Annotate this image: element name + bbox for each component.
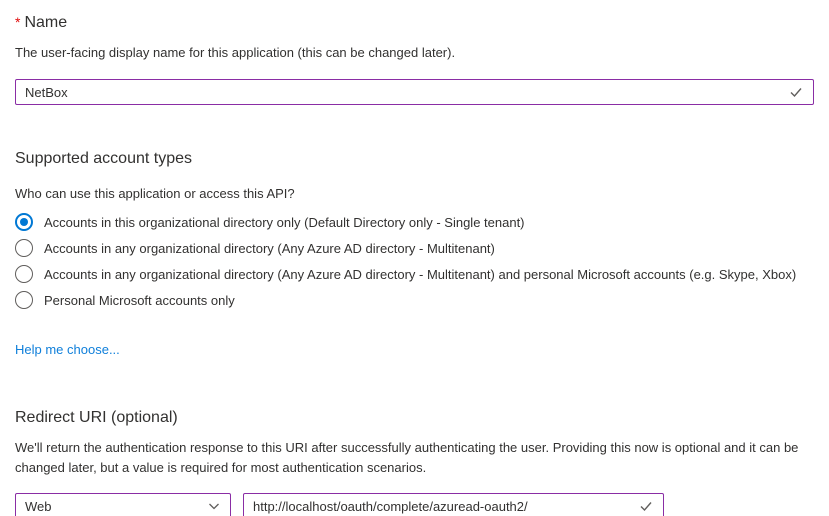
name-section-title	[15, 12, 814, 33]
radio-unselected-icon	[15, 265, 33, 283]
chevron-down-icon	[207, 499, 221, 513]
radio-option-single-tenant[interactable]	[15, 213, 814, 231]
radio-option-multitenant[interactable]	[15, 239, 814, 257]
platform-select-value: Web	[25, 498, 52, 514]
radio-option-multitenant-personal[interactable]	[15, 265, 814, 283]
help-me-choose-link[interactable]: Help me choose...	[15, 342, 120, 357]
redirect-uri-input[interactable]	[253, 499, 638, 514]
radio-unselected-icon	[15, 239, 33, 257]
radio-option-label: Accounts in any organizational directory (Any Azure AD directory - Multitenant)	[44, 240, 495, 256]
account-type-radio-group	[15, 213, 814, 309]
radio-option-label: Accounts in this organizational directory only (Default Directory only - Single tenant)	[44, 214, 525, 230]
radio-option-label: Accounts in any organizational directory (Any Azure AD directory - Multitenant) and personal Microsoft accounts (e.g. Skype, Xbox)	[44, 266, 797, 282]
radio-unselected-icon	[15, 291, 33, 309]
account-types-title: Supported account types	[15, 150, 193, 167]
platform-select-dropdown[interactable]	[15, 493, 231, 516]
account-types-question: Who can use this application or access this API?	[15, 186, 295, 201]
name-input[interactable]	[25, 85, 788, 100]
valid-check-icon	[638, 498, 654, 514]
redirect-uri-input-container	[243, 493, 664, 516]
radio-option-personal-only[interactable]	[15, 291, 814, 309]
name-title-text: Name	[24, 14, 68, 31]
required-asterisk: *	[15, 14, 21, 30]
radio-selected-icon	[15, 213, 33, 231]
redirect-uri-description: We'll return the authentication response to this URI after successfully authenticating the user. Providing this now is optional and it can be changed later, but a value is required for most authentication scenarios.	[15, 440, 799, 475]
redirect-uri-title: Redirect URI (optional)	[15, 409, 178, 426]
redirect-uri-row	[15, 493, 814, 516]
valid-check-icon	[788, 84, 804, 100]
name-description: The user-facing display name for this application (this can be changed later).	[15, 45, 456, 60]
name-input-container	[15, 79, 814, 105]
radio-option-label: Personal Microsoft accounts only	[44, 292, 235, 308]
